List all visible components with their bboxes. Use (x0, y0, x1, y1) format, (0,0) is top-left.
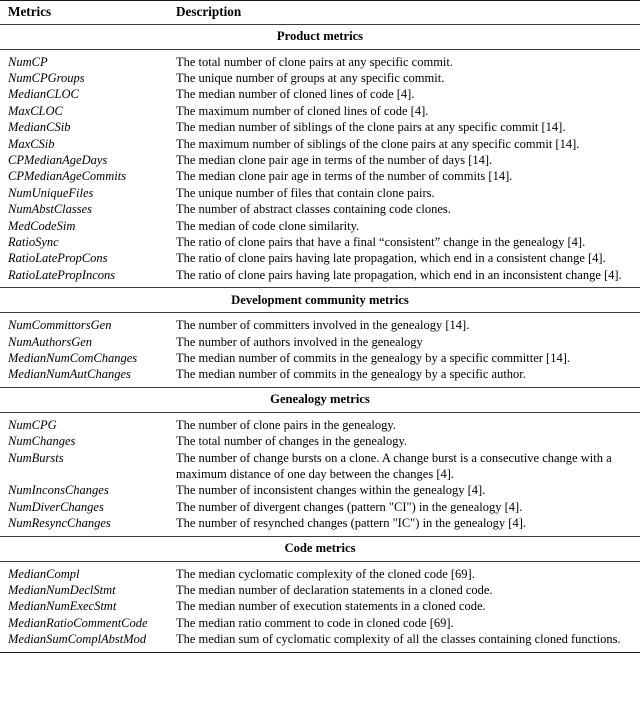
table-row (0, 412, 640, 433)
table-row (0, 234, 640, 250)
metric-name: NumCommittorsGen (8, 318, 112, 333)
table-row (0, 631, 640, 652)
metric-description: The median sum of cyclomatic complexity of all the classes containing cloned functions. (176, 631, 640, 652)
metric-name: NumInconsChanges (8, 483, 109, 498)
metric-name: MedianNumDeclStmt (8, 583, 116, 598)
metric-name: MedianRatioCommentCode (8, 615, 148, 630)
table-row (0, 482, 640, 498)
metric-description: The number of resynched changes (pattern "IC") in the genealogy [4]. (176, 516, 527, 531)
table-row (0, 450, 640, 483)
table-row (0, 103, 640, 119)
section-header-row (0, 288, 640, 313)
table-header-row (0, 1, 640, 25)
metric-description: The median clone pair age in terms of the number of days [14]. (176, 152, 493, 167)
metric-name: MedianNumComChanges (8, 351, 138, 366)
table-row (0, 499, 640, 515)
table-row (0, 49, 640, 70)
metric-name: RatioLatePropCons (8, 251, 108, 266)
table-row (0, 185, 640, 201)
metric-description: The total number of changes in the genealogy. (176, 434, 408, 449)
metric-name: RatioLatePropIncons (8, 267, 116, 282)
metric-description: The unique number of files that contain clone pairs. (176, 185, 435, 200)
metric-description: The median number of siblings of the clone pairs at any specific commit [14]. (176, 120, 566, 135)
metric-name: NumAuthorsGen (8, 334, 93, 349)
metric-description: The median number of commits in the genealogy by a specific author. (176, 367, 526, 382)
column-header-description: Description (176, 1, 640, 25)
metric-description: The ratio of clone pairs having late propagation, which end in an inconsistent change [4]. (176, 267, 622, 282)
metric-description: The number of clone pairs in the genealogy. (176, 417, 396, 432)
metric-name: NumChanges (8, 434, 76, 449)
metric-description: The ratio of clone pairs that have a final “consistent” change in the genealogy [4]. (176, 235, 586, 250)
metric-description: The maximum number of siblings of the clone pairs at any specific commit [14]. (176, 136, 580, 151)
metric-description: The median ratio comment to code in cloned code [69]. (176, 615, 454, 630)
section-title: Product metrics (0, 24, 640, 49)
column-header-metrics: Metrics (0, 1, 176, 25)
section-header-row (0, 387, 640, 412)
table-row (0, 366, 640, 387)
table-row (0, 168, 640, 184)
metric-description: The maximum number of cloned lines of code [4]. (176, 103, 429, 118)
table-row (0, 152, 640, 168)
section-header-row (0, 24, 640, 49)
table-row (0, 515, 640, 536)
metric-description: The number of authors involved in the genealogy (176, 334, 423, 349)
table-row (0, 218, 640, 234)
metric-description: The median number of declaration statements in a cloned code. (176, 583, 493, 598)
table-row (0, 70, 640, 86)
metric-name: MedianSumComplAbstMod (0, 631, 176, 652)
metric-name: MedianCSib (8, 120, 71, 135)
table-row (0, 86, 640, 102)
metric-name: MaxCSib (8, 136, 55, 151)
section-title: Genealogy metrics (0, 387, 640, 412)
table-row (0, 582, 640, 598)
metric-name: MedianCompl (8, 566, 80, 581)
metric-description: The median number of commits in the genealogy by a specific committer [14]. (176, 351, 570, 366)
section-header-row (0, 536, 640, 561)
metric-description: The unique number of groups at any specific commit. (176, 70, 445, 85)
metric-name: NumCPG (8, 417, 57, 432)
metric-name: CPMedianAgeCommits (8, 169, 127, 184)
metric-description: The number of committers involved in the genealogy [14]. (176, 318, 470, 333)
metric-description: The median of code clone similarity. (176, 218, 360, 233)
metric-description: The median cyclomatic complexity of the cloned code [69]. (176, 566, 475, 581)
table-row (0, 561, 640, 582)
section-title: Code metrics (0, 536, 640, 561)
metric-name: MedCodeSim (8, 218, 76, 233)
metric-description: The median number of execution statements in a cloned code. (176, 599, 486, 614)
metric-description: The number of change bursts on a clone. A change burst is a consecutive change with a maximum distance of one day between the changes [4]. (176, 450, 612, 482)
metric-name: MedianNumAutChanges (8, 367, 131, 382)
metric-name: CPMedianAgeDays (8, 152, 108, 167)
metric-name: MaxCLOC (8, 103, 63, 118)
table-row (0, 350, 640, 366)
table-row (0, 598, 640, 614)
metric-name: NumResyncChanges (8, 516, 111, 531)
metric-description: The median clone pair age in terms of the number of commits [14]. (176, 169, 513, 184)
metric-description: The total number of clone pairs at any specific commit. (176, 54, 453, 69)
table-row (0, 267, 640, 288)
table-row (0, 433, 640, 449)
table-row (0, 313, 640, 334)
table-row (0, 136, 640, 152)
table-row (0, 119, 640, 135)
metric-name: MedianCLOC (8, 87, 79, 102)
table-row (0, 615, 640, 631)
table-row (0, 250, 640, 266)
metric-description: The number of inconsistent changes within the genealogy [4]. (176, 483, 486, 498)
metric-name: NumAbstClasses (8, 202, 93, 217)
metric-name: NumCP (8, 54, 48, 69)
metric-name: NumBursts (8, 450, 64, 465)
metric-name: NumDiverChanges (8, 499, 104, 514)
metric-description: The ratio of clone pairs having late propagation, which end in a consistent change [4]. (176, 251, 606, 266)
metric-description: The median number of cloned lines of code [4]. (176, 87, 415, 102)
metric-description: The number of divergent changes (pattern "CI") in the genealogy [4]. (176, 499, 523, 514)
section-title: Development community metrics (0, 288, 640, 313)
table-row (0, 201, 640, 217)
table-row (0, 334, 640, 350)
metric-description: The number of abstract classes containing code clones. (176, 202, 451, 217)
metric-name: NumCPGroups (8, 70, 85, 85)
metric-name: RatioSync (8, 235, 59, 250)
metric-name: MedianNumExecStmt (8, 599, 117, 614)
metric-name: NumUniqueFiles (8, 185, 94, 200)
